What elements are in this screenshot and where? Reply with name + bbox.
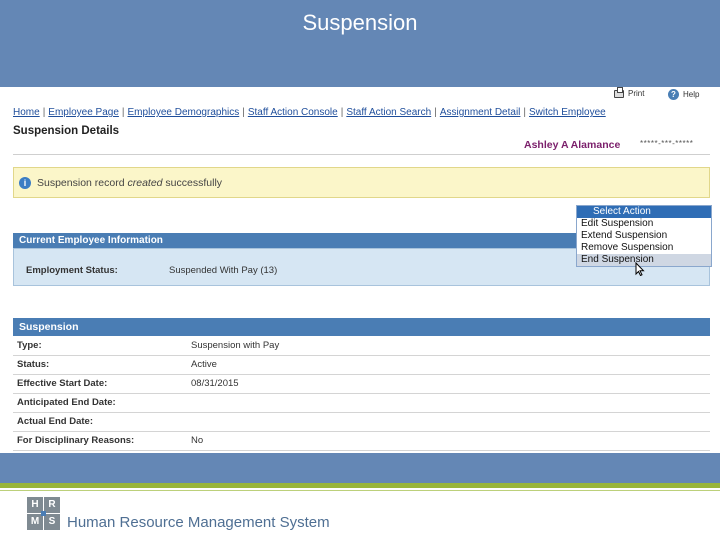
help-label: Help xyxy=(683,90,700,99)
select-action-dropdown[interactable] xyxy=(576,205,712,267)
table-row xyxy=(13,431,710,450)
logo-letter: H xyxy=(27,497,43,513)
nav-switch-employee[interactable]: Switch Employee xyxy=(529,107,606,118)
row-label: Actual End Date: xyxy=(13,412,191,431)
row-label: Type: xyxy=(13,336,191,355)
help-link[interactable] xyxy=(668,89,699,100)
suspension-panel-header: Suspension xyxy=(13,318,710,336)
hrms-logo xyxy=(27,497,60,531)
mouse-cursor-icon xyxy=(635,262,645,276)
help-icon: ? xyxy=(668,89,679,100)
employee-id: *****-***-***** xyxy=(640,139,694,148)
page-title: Suspension Details xyxy=(13,125,120,137)
nav-separator: | xyxy=(434,107,437,118)
row-value xyxy=(191,412,710,431)
print-link[interactable] xyxy=(614,89,644,98)
nav-home[interactable]: Home xyxy=(13,107,40,118)
row-value xyxy=(191,393,710,412)
footer-system-title: Human Resource Management System xyxy=(67,514,330,531)
table-row xyxy=(13,355,710,374)
action-option-remove-suspension[interactable]: Remove Suspension xyxy=(581,242,674,253)
logo-letter: M xyxy=(27,514,43,530)
footer-accent-strip xyxy=(0,483,720,488)
nav-separator: | xyxy=(340,107,344,118)
employment-status-value: Suspended With Pay (13) xyxy=(169,265,278,276)
heading-divider xyxy=(13,154,710,155)
action-option-edit-suspension[interactable]: Edit Suspension xyxy=(581,218,654,229)
suspension-details-table xyxy=(13,336,710,451)
table-row xyxy=(13,393,710,412)
action-option-extend-suspension[interactable]: Extend Suspension xyxy=(581,230,668,241)
nav-staff-action-search[interactable]: Staff Action Search xyxy=(346,107,432,118)
row-label: Anticipated End Date: xyxy=(13,393,191,412)
row-label: For Disciplinary Reasons: xyxy=(13,431,191,450)
employment-status-label: Employment Status: xyxy=(26,265,118,276)
row-label: Effective Start Date: xyxy=(13,374,191,393)
nav-separator: | xyxy=(523,107,527,118)
nav-separator: | xyxy=(121,107,125,118)
nav-assignment-detail[interactable]: Assignment Detail xyxy=(439,107,521,118)
breadcrumb-nav xyxy=(13,107,606,118)
row-value: Active xyxy=(191,355,710,374)
success-message-text: Suspension record created successfully xyxy=(37,176,223,189)
employee-name: Ashley A Alamance xyxy=(524,139,621,151)
row-value: Suspension with Pay xyxy=(191,336,710,355)
row-value: No xyxy=(191,431,710,450)
action-option-end-suspension[interactable]: End Suspension xyxy=(577,254,711,266)
printer-icon xyxy=(614,90,624,98)
success-message xyxy=(13,167,710,198)
table-row xyxy=(13,374,710,393)
action-option-select-action[interactable]: Select Action xyxy=(577,206,711,218)
nav-staff-action-console[interactable]: Staff Action Console xyxy=(247,107,338,118)
nav-separator: | xyxy=(42,107,46,118)
slide-title: Suspension xyxy=(302,10,418,35)
nav-employee-page[interactable]: Employee Page xyxy=(48,107,119,118)
employee-info-header: Current Employee Information xyxy=(13,233,710,248)
row-value: 08/31/2015 xyxy=(191,374,710,393)
logo-letter: S xyxy=(44,514,60,530)
info-icon: i xyxy=(19,177,31,189)
application-screenshot xyxy=(0,87,720,453)
row-label: Status: xyxy=(13,355,191,374)
slide-header xyxy=(0,0,720,87)
nav-employee-demographics[interactable]: Employee Demographics xyxy=(127,107,240,118)
table-row xyxy=(13,336,710,355)
footer-band xyxy=(0,453,720,483)
logo-letter: R xyxy=(44,497,60,513)
print-label: Print xyxy=(628,89,645,98)
table-row xyxy=(13,412,710,431)
logo-center-dot xyxy=(41,511,46,516)
footer-divider xyxy=(0,490,720,491)
nav-separator: | xyxy=(242,107,245,118)
